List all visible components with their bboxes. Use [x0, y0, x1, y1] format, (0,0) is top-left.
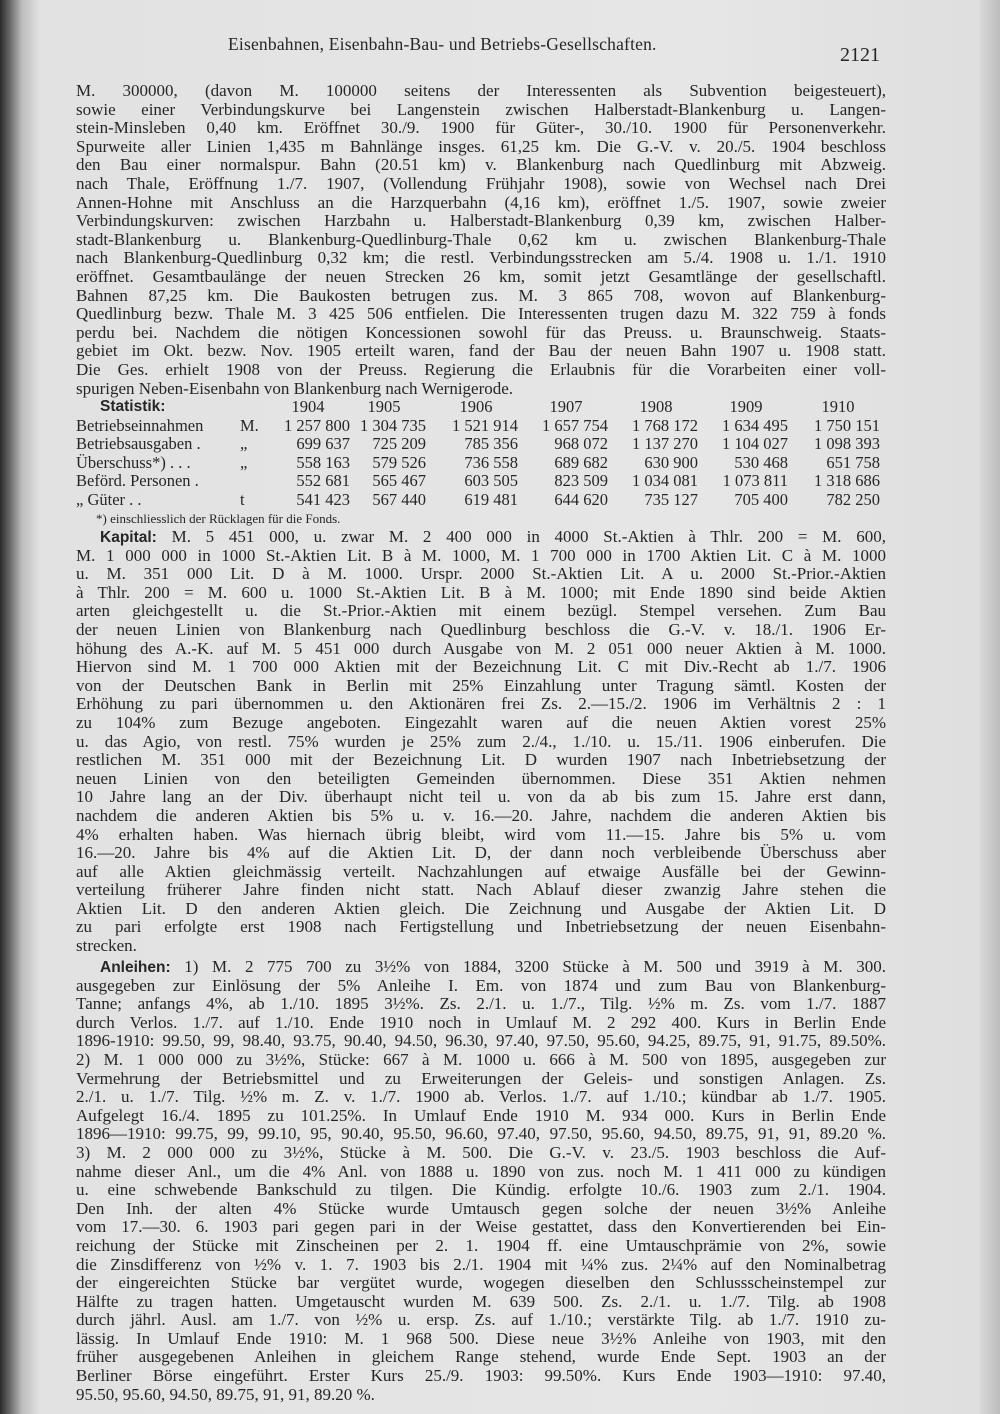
text-line: reichung der Stücke mit Zinscheinen per 2. 1. 1904 ff. eine Umtauschprämie von 2%, sowie: [76, 1236, 886, 1255]
text-line: u. M. 351 000 Lit. D à M. 1000. Urspr. 2000 St.-Aktien Lit. A u. 2000 St.-Prior.-Aktien: [76, 565, 886, 584]
table-cell: 619 481: [464, 489, 518, 509]
table-cell: 1 657 754: [542, 415, 608, 435]
table-cell: 1 257 800: [284, 415, 350, 435]
text-line: vom 17.—30. 6. 1903 pari gegen pari in der Weise gestattet, dass den Konvertierenden bei Ein-: [76, 1218, 886, 1237]
text-line: 10 Jahre lang an der Div. überhaupt nicht teil u. von da ab bis zum 15. Jahre erst dann,: [76, 788, 886, 807]
row-unit: t: [240, 489, 245, 509]
row-unit: M.: [240, 415, 259, 435]
text-line: Verbindungskurven: zwischen Harzbahn u. Halberstadt-Blankenburg 0,39 km, zwischen Halber-: [76, 212, 886, 231]
text-line: der neuen Linien von Blankenburg nach Quedlinburg beschloss die G.-V. v. 18./1. 1906 Er-: [76, 620, 886, 639]
table-cell: 651 758: [826, 452, 880, 472]
page-edge: [980, 0, 1000, 1414]
year-header: 1910: [821, 397, 855, 416]
text-line: verteilung früherer Jahre finden nicht statt. Nach Ablauf dieser zwanzig Jahre stehen die: [76, 881, 886, 900]
text-line: eröffnet. Gesamtbaulänge der neuen Strecken 26 km, somit jetzt Gesamtlänge der gesellschaftl.: [76, 267, 886, 286]
text-line: [76, 528, 886, 547]
text-line: perdu bei. Nachdem die nötigen Koncessionen sowohl für das Preuss. u. Braunschweig. Staats-: [76, 323, 886, 342]
text-line: arten gleichgestellt u. die St.-Prior.-Aktien mit einem bezügl. Stempel versehen. Zum Bau: [76, 602, 886, 621]
table-cell: 785 356: [464, 434, 518, 454]
text-line: restlichen M. 351 000 mit der Bezeichnung Lit. D wurden 1907 nach Inbetriebsetzung der: [76, 751, 886, 770]
section-heading: Kapital:: [100, 529, 157, 546]
table-footnote: *) einschliesslich der Rücklagen für die Fonds.: [96, 511, 341, 526]
row-unit: „: [240, 434, 248, 454]
text-line: höhung des A.-K. auf M. 5 451 000 durch Ausgabe von M. 2 051 000 neuer Aktien à M. 1000.: [76, 639, 886, 658]
text-line: M. 300000, (davon M. 100000 seitens der Interessenten als Subvention beigesteuert),: [76, 82, 886, 100]
year-header: 1907: [549, 397, 583, 416]
table-cell: 705 400: [734, 489, 788, 509]
text-line-content: M. 5 451 000, u. zwar M. 2 400 000 in 4000 St.-Aktien à Thlr. 200 = M. 600,: [171, 528, 886, 546]
text-line: der eingereichten Stücke bar vergütet wurde, wogegen dieselben den Schlussscheinstempel zur: [76, 1274, 886, 1293]
text-line: nach Thale, Eröffnung 1./7. 1907, (Vollendung Frühjahr 1908), sowie von Wechsel nach Drei: [76, 174, 886, 193]
text-line: nachdem die anderen Aktien bis 5% u. v. 16.—20. Jahre, nachdem die anderen Aktien bis: [76, 806, 886, 825]
text-line: durch jährl. Ausl. am 1./7. von ½% u. ersp. Zs. auf 1./10.; verstärkte Tilg. ab 1./7. 1910 zu-: [76, 1311, 886, 1330]
table-cell: 530 468: [734, 452, 788, 472]
text-line-content: 1) M. 2 775 700 zu 3½% von 1884, 3200 Stücke à M. 500 und 3919 à M. 300.: [184, 958, 886, 976]
text-line: zu pari erfolgte erst 1908 nach Fertigstellung und Inbetriebsetzung der neuen Eisenbahn-: [76, 918, 886, 937]
running-header: Eisenbahnen, Eisenbahn-Bau- und Betriebs-Gesellschaften.: [228, 34, 657, 54]
text-line: Erhöhung zu pari übernommen u. den Aktionären frei Zs. 2.—15./2. 1906 im Verhältnis 2 : 1: [76, 695, 886, 714]
statistik-table: [76, 398, 886, 510]
text-line: 2) M. 1 000 000 zu 3½%, Stücke: 667 à M. 1000 u. 666 à M. 500 von 1895, ausgegeben zur: [76, 1050, 886, 1069]
text-line: à Thlr. 200 = M. 600 u. 1000 St.-Aktien Lit. B à M. 1000; mit Ende 1890 sind beide Aktien: [76, 583, 886, 602]
row-label: Betriebseinnahmen: [76, 415, 204, 435]
text-line: Tanne; anfangs 4%, ab 1./10. 1895 3½%. Zs. 2./1. u. 1./7., Tilg. ½% m. Zs. vom 1./7. 1887: [76, 995, 886, 1014]
table-cell: 782 250: [826, 489, 880, 509]
text-line: 3) M. 2 000 000 zu 3½%, Stücke à M. 500. Die G.-V. v. 23./5. 1903 beschloss die Auf-: [76, 1143, 886, 1162]
text-line: die Zinsdifferenz von ½% v. 1. 7. 1903 bis 2./1. 1904 mit ¼% zus. 2¼% auf den Nominalbetrag: [76, 1255, 886, 1274]
table-cell: 565 467: [372, 471, 426, 491]
table-cell: 1 768 172: [632, 415, 698, 435]
text-line: stein-Minsleben 0,40 km. Eröffnet 30./9. 1900 für Güter-, 30./10. 1900 für Personenverkehr.: [76, 119, 886, 138]
page-number: 2121: [840, 44, 880, 66]
text-line: auf alle Aktien gleichmässig verteilt. Nachzahlungen auf etwaige Ausfälle bei der Gewinn-: [76, 862, 886, 881]
table-cell: 689 682: [554, 452, 608, 472]
text-line: u. das Agio, von restl. 75% wurden je 25% zum 2./4., 1./10. u. 15./11. 1906 einberufen. Die: [76, 732, 886, 751]
table-row: [76, 454, 886, 473]
text-line: ausgegeben zur Einlösung der 5% Anleihe I. Em. von 1874 und zum Bau von Blankenburg-: [76, 976, 886, 995]
table-cell: 1 521 914: [452, 415, 518, 435]
text-line: [76, 958, 886, 977]
table-cell: 1 318 686: [814, 471, 880, 491]
table-cell: 735 127: [644, 489, 698, 509]
table-cell: 603 505: [464, 471, 518, 491]
table-row: [76, 417, 886, 436]
table-cell: 567 440: [372, 489, 426, 509]
text-line: Aufgelegt 16./4. 1895 zu 101.25%. In Umlauf Ende 1910 M. 934 000. Kurs in Berlin Ende: [76, 1106, 886, 1125]
text-line: nach Blankenburg-Quedlinburg 0,32 km; die restl. Verbindungsstrecken am 5./4. 1908 u. 1./1. 1910: [76, 249, 886, 268]
text-line: Die Ges. erhielt 1908 von der Preuss. Regierung die Erlaubnis für die Vorarbeiten einer voll-: [76, 360, 886, 379]
table-cell: 644 620: [554, 489, 608, 509]
text-line: spurigen Neben-Eisenbahn von Blankenburg nach Wernigerode.: [76, 379, 514, 398]
anleihen-section: [76, 958, 886, 1404]
text-line: M. 1 000 000 in 1000 St.-Aktien Lit. B à M. 1000, M. 1 700 000 in 1700 Aktien Lit. C à M. 1000: [76, 546, 886, 565]
year-header: 1909: [729, 397, 763, 416]
text-line: 2./1. u. 1./7. Tilg. ½% m. Z. v. 1./7. 1900 ab. Verlos. 1./7. auf 1./10.; kündbar ab 1./7. 1905.: [76, 1088, 886, 1107]
table-cell: 699 637: [296, 434, 350, 454]
table-cell: 558 163: [296, 452, 350, 472]
table-cell: 823 509: [554, 471, 608, 491]
table-cell: 579 526: [372, 452, 426, 472]
table-cell: 1 098 393: [814, 434, 880, 454]
text-line: Den Inh. der alten 4% Stücke wurde Umtausch gegen solche der neuen 3½% Anleihe: [76, 1199, 886, 1218]
table-cell: 1 137 270: [632, 434, 698, 454]
text-line: sowie einer Verbindungskurve bei Langenstein zwischen Halberstadt-Blankenburg u. Langen-: [76, 100, 886, 119]
table-row: [76, 472, 886, 491]
text-line: 1896-1910: 99.50, 99, 98.40, 93.75, 90.40, 94.50, 96.30, 97.40, 97.50, 95.60, 94.25, 89.75, 91, 91.75, 89.50%.: [76, 1032, 886, 1051]
text-line: lässig. In Umlauf Ende 1910: M. 1 968 500. Diese neue 3½% Anleihe von 1903, mit den: [76, 1329, 886, 1348]
text-line: Vermehrung der Betriebsmittel und zu Erweiterungen der Geleis- und sonstigen Anlagen. Zs.: [76, 1069, 886, 1088]
table-cell: 552 681: [296, 471, 350, 491]
year-header: 1908: [639, 397, 673, 416]
text-line: den Bau einer normalspur. Bahn (20.51 km) v. Blankenburg nach Quedlinburg mit Abzweig.: [76, 156, 886, 175]
text-line: durch Verlos. 1./7. auf 1./10. Ende 1910 noch in Umlauf M. 2 292 400. Kurs in Berlin Ende: [76, 1013, 886, 1032]
intro-paragraph: [76, 82, 886, 398]
table-cell: 541 423: [296, 489, 350, 509]
text-line: Quedlinburg bezw. Thale M. 3 425 506 entfielen. Die Interessenten trugen dazu M. 322 759 à fonds: [76, 305, 886, 324]
text-line: 1896—1910: 99.75, 99, 99.10, 95, 90.40, 95.50, 96.60, 97.40, 97.50, 95.60, 94.50, 89.75, 91, 91, 89.20 %.: [76, 1125, 886, 1144]
table-cell: 725 209: [372, 434, 426, 454]
text-line: Annen-Hohne mit Anschluss an die Harzquerbahn (4,16 km), eröffnet 1./5. 1907, sowie zweier: [76, 193, 886, 212]
text-line: u. eine schwebende Bankschuld zu tilgen. Die Kündig. erfolgte 10./6. 1903 zum 2./1. 1904.: [76, 1181, 886, 1200]
text-line: Berliner Börse eingeführt. Erster Kurs 25./9. 1903: 99.50%. Kurs Ende 1903—1910: 97.40,: [76, 1367, 886, 1386]
table-cell: 1 304 735: [360, 415, 426, 435]
row-label: Überschuss*) . . .: [76, 452, 191, 472]
statistik-heading: Statistik:: [100, 398, 166, 415]
text-line: Hiervon sind M. 1 700 000 Aktien mit der Bezeichnung Lit. C mit Div.-Recht ab 1./7. 1906: [76, 658, 886, 677]
table-header-row: [76, 398, 886, 417]
text-line: früher ausgegebenen Anleihen in gleichem Range stehend, wurde Ende Sept. 1903 an der: [76, 1348, 886, 1367]
text-line: zu 104% zum Bezuge angeboten. Eingezahlt waren auf die neuen Aktien vorest 25%: [76, 713, 886, 732]
year-header: 1905: [367, 397, 401, 416]
row-label: Betriebsausgaben .: [76, 434, 201, 454]
table-cell: 1 034 081: [632, 471, 698, 491]
table-cell: 736 558: [464, 452, 518, 472]
text-line: Hälfte zu tragen hatten. Umgetauscht wurden M. 639 500. Zs. 2./1. u. 1./7. Tilg. ab 1908: [76, 1292, 886, 1311]
year-header: 1904: [291, 397, 325, 416]
text-line: von der Deutschen Bank in Berlin mit 25% Einzahlung unter Tragung sämtl. Kosten der: [76, 676, 886, 695]
text-line: gebiet im Okt. bezw. Nov. 1905 erteilt waren, fand der Bau der neuen Bahn 1907 u. 1908 statt.: [76, 342, 886, 361]
text-line: Spurweite aller Linien 1,435 m Bahnlänge insges. 61,25 km. Die G.-V. v. 20./5. 1904 beschloss: [76, 137, 886, 156]
row-label: „ Güter . .: [76, 489, 142, 509]
table-row: [76, 435, 886, 454]
text-line: nahme dieser Anl., um die 4% Anl. von 1888 u. 1890 von zus. noch M. 1 411 000 zu kündigen: [76, 1162, 886, 1181]
row-unit: „: [240, 452, 248, 472]
year-header: 1906: [459, 397, 493, 416]
table-row: [76, 491, 886, 510]
text-line: 95.50, 95.60, 94.50, 89.75, 91, 91, 89.20 %.: [76, 1385, 375, 1404]
table-cell: 968 072: [554, 434, 608, 454]
table-cell: 1 750 151: [814, 415, 880, 435]
table-cell: 1 073 811: [722, 471, 788, 491]
text-line: Aktien Lit. D den anderen Aktien gleich. Die Zeichnung und Ausgabe der Aktien Lit. D: [76, 899, 886, 918]
text-line: strecken.: [76, 937, 137, 956]
row-label: Beförd. Personen .: [76, 471, 199, 491]
kapital-section: [76, 528, 886, 956]
text-line: neuen Linien von den beteiligten Gemeinden übernommen. Diese 351 Aktien nehmen: [76, 769, 886, 788]
table-cell: 630 900: [644, 452, 698, 472]
table-cell: 1 104 027: [722, 434, 788, 454]
text-line: stadt-Blankenburg u. Blankenburg-Quedlinburg-Thale 0,62 km u. zwischen Blankenburg-Thale: [76, 230, 886, 249]
text-line: 4% erhalten haben. Was hiernach übrig bleibt, wird vom 11.—15. Jahre bis 5% u. vom: [76, 825, 886, 844]
section-heading: Anleihen:: [100, 959, 171, 976]
table-cell: 1 634 495: [722, 415, 788, 435]
text-line: 16.—20. Jahre bis 4% auf die Aktien Lit. D, der dann noch verbleibende Überschuss aber: [76, 844, 886, 863]
text-line: Bahnen 87,25 km. Die Baukosten betrugen zus. M. 3 865 708, wovon auf Blankenburg-: [76, 286, 886, 305]
